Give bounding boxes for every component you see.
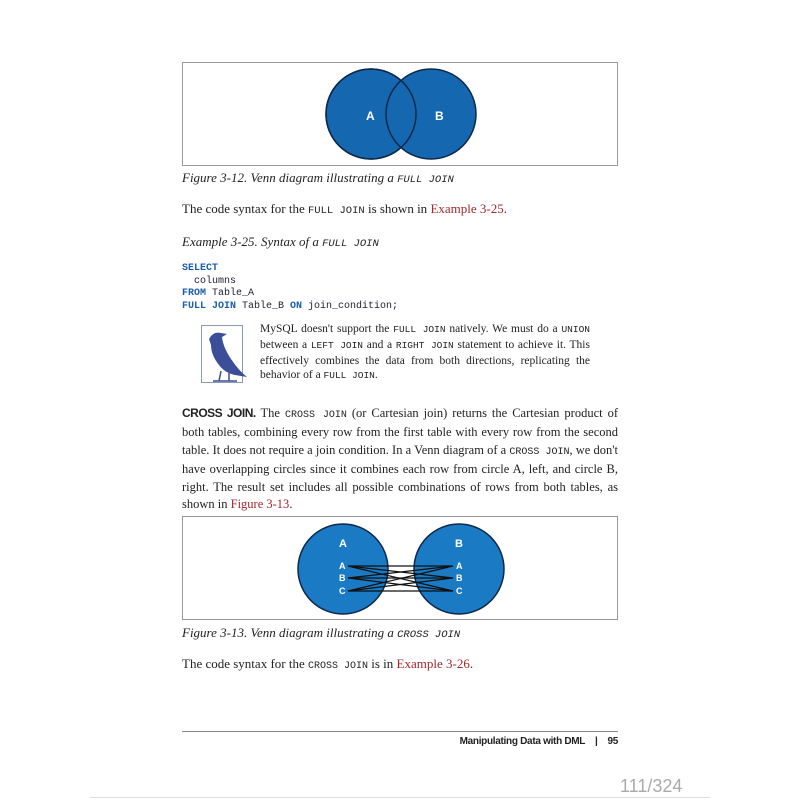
- row-a-left: A: [339, 561, 346, 572]
- text: .: [289, 497, 293, 512]
- label-a: A: [366, 109, 375, 123]
- text: The code syntax for the: [182, 656, 308, 672]
- text: between a: [260, 338, 311, 351]
- bird-icon: [201, 325, 243, 383]
- text: The code syntax for the: [182, 201, 308, 216]
- cross-join-venn: [183, 517, 617, 619]
- footer-separator: |: [595, 736, 598, 747]
- cross-join-section: [182, 405, 618, 676]
- code: CROSS JOIN: [307, 661, 368, 673]
- example-link[interactable]: Example 3-25: [430, 201, 504, 216]
- code: CROSS JOIN: [284, 410, 347, 421]
- figure-caption: [182, 625, 618, 641]
- code: RIGHT JOIN: [395, 339, 454, 351]
- label-b: B: [455, 538, 463, 551]
- caption-code: FULL JOIN: [322, 238, 379, 250]
- paragraph: [182, 655, 618, 675]
- code: LEFT JOIN: [310, 339, 364, 351]
- code-keyword: SELECT: [182, 263, 219, 274]
- caption-text: Figure 3-12. Venn diagram illustrating a: [182, 170, 398, 185]
- label-b: B: [435, 109, 444, 123]
- text: is in: [368, 656, 397, 672]
- row-b-left: B: [339, 573, 346, 584]
- circle-b: [386, 69, 476, 159]
- label-a: A: [339, 538, 347, 551]
- text: .: [469, 656, 474, 672]
- text: natively. We must do a: [445, 323, 562, 335]
- code-text: Table_B: [236, 300, 291, 312]
- row-c-left: C: [339, 586, 346, 597]
- running-footer: [460, 736, 618, 747]
- text: statement to achieve it. This effectively combines the data from both directions, replicating the behavior of a: [260, 338, 590, 382]
- paragraph: [182, 200, 618, 220]
- code: FULL JOIN: [307, 205, 365, 217]
- cross-join-paragraph: [182, 405, 618, 513]
- row-c-right: C: [456, 586, 463, 597]
- example-caption: [182, 234, 379, 250]
- figure-caption: [182, 170, 454, 186]
- caption-code: FULL JOIN: [397, 174, 454, 186]
- text: The: [255, 406, 285, 420]
- text: MySQL doesn't support the: [260, 323, 394, 335]
- section-heading: CROSS JOIN.: [182, 406, 256, 420]
- bottom-divider: [90, 797, 710, 798]
- code: FULL JOIN: [393, 324, 446, 335]
- code-text: columns: [182, 275, 237, 287]
- text: is shown in: [364, 201, 431, 216]
- figure-cross-join: [182, 516, 618, 620]
- text: .: [374, 369, 378, 382]
- row-b-right: B: [456, 573, 463, 584]
- figure-link[interactable]: Figure 3-13: [230, 497, 290, 512]
- code: CROSS JOIN: [509, 446, 570, 458]
- text: .: [503, 201, 507, 216]
- code-keyword: ON: [290, 300, 303, 312]
- code-keyword: FULL JOIN: [182, 300, 237, 312]
- footer-rule: [182, 731, 618, 732]
- code-block: [182, 263, 398, 313]
- code: UNION: [561, 324, 590, 335]
- text: , we don't have overlapping circles since it combines each row from circle A, left, and circle B, right. The result set includes all possible combinations of rows from both tables, as shown in: [182, 442, 618, 512]
- code-keyword: FROM: [182, 288, 207, 300]
- cross-lines: [348, 566, 453, 591]
- page-indicator: 111/324: [620, 776, 683, 796]
- caption-text: Figure 3-13. Venn diagram illustrating a: [182, 625, 398, 641]
- footer-title: Manipulating Data with DML: [459, 736, 586, 747]
- code-text: Table_A: [206, 288, 255, 300]
- note-text: [260, 322, 590, 384]
- full-join-venn: [183, 63, 617, 165]
- figure-full-join: [182, 62, 618, 166]
- row-a-right: A: [456, 561, 463, 572]
- page-number: 95: [607, 736, 618, 747]
- text: and a: [363, 338, 396, 351]
- caption-text: Example 3-25. Syntax of a: [182, 234, 323, 249]
- text: (or Cartesian join) returns the Cartesian product of both tables, combining every row from the first table with every row from the second table. It does not require a join condition. In a Venn diagram of a: [182, 406, 619, 457]
- code: FULL JOIN: [323, 370, 375, 382]
- example-link[interactable]: Example 3-26: [396, 656, 470, 672]
- caption-code: CROSS JOIN: [397, 629, 461, 642]
- code-text: join_condition;: [302, 300, 399, 312]
